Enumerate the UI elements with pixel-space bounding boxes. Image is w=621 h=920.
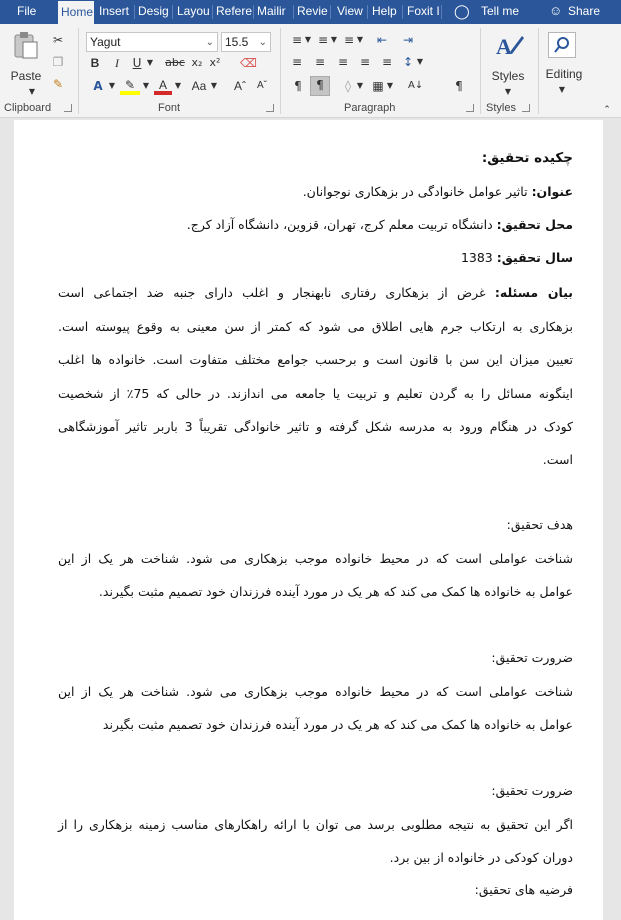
clear-formatting-icon[interactable]: ⌫ bbox=[240, 56, 257, 70]
find-magnifier-icon bbox=[549, 33, 575, 57]
tell-me-search[interactable]: Tell me bbox=[481, 4, 520, 18]
font-name-select[interactable] bbox=[86, 32, 218, 52]
numbering-dropdown-icon[interactable]: ▼ bbox=[330, 35, 338, 44]
styles-icon bbox=[490, 30, 526, 60]
show-marks-icon[interactable]: ¶ bbox=[455, 79, 463, 93]
abstract-heading: چکیده تحقیق: bbox=[481, 150, 573, 166]
ltr-icon[interactable]: ¶ bbox=[294, 79, 302, 93]
share-button[interactable]: Share bbox=[568, 4, 601, 18]
italic-button[interactable]: I bbox=[115, 56, 119, 70]
problem-line-2: بزهکاری به ارتکاب جرم هایی اطلاق می شود که کمتر از سن معینی به وقوع پیوسته است. bbox=[58, 319, 573, 334]
underline-dropdown-icon[interactable]: ▼ bbox=[146, 58, 154, 67]
year-label: سال تحقیق: bbox=[496, 250, 573, 265]
styles-launcher-icon[interactable] bbox=[522, 104, 530, 112]
title-label: عنوان: bbox=[531, 184, 573, 199]
tab-home[interactable]: Home bbox=[58, 1, 94, 24]
editing-label: Editing bbox=[545, 67, 583, 81]
font-size-value: 15.5 bbox=[225, 35, 249, 49]
increase-indent-icon[interactable]: ⇥ bbox=[402, 33, 414, 47]
tab-mailings[interactable]: Mailir bbox=[257, 4, 286, 18]
rtl-icon[interactable]: ¶ bbox=[310, 76, 330, 96]
strikethrough-button[interactable]: abc bbox=[165, 56, 185, 69]
share-person-icon[interactable]: ☺ bbox=[549, 3, 563, 18]
multilevel-dropdown-icon[interactable]: ▼ bbox=[356, 35, 364, 44]
chevron-down-icon: ⌄ bbox=[258, 37, 267, 48]
tab-view[interactable]: View bbox=[337, 4, 363, 18]
necessity-line-2: عوامل به خانواده ها کمک می کند که هر یک در مورد آینده فرزندان خود تصمیم مثبت بگیرند bbox=[102, 717, 573, 732]
styles-group-label: Styles bbox=[486, 102, 516, 114]
bullets-dropdown-icon[interactable]: ▼ bbox=[304, 35, 312, 44]
vertical-scrollbar[interactable] bbox=[603, 118, 621, 920]
text-effects-icon[interactable]: A bbox=[93, 79, 103, 93]
highlight-dropdown-icon[interactable]: ▼ bbox=[142, 81, 150, 90]
shrink-font-button[interactable]: Aˇ bbox=[257, 80, 267, 91]
shading-icon[interactable]: ◊ bbox=[345, 79, 351, 93]
change-case-button[interactable]: Aa bbox=[191, 79, 207, 93]
ribbon-tab-bar bbox=[0, 0, 621, 24]
tab-insert[interactable]: Insert bbox=[99, 4, 130, 18]
align-left-icon[interactable]: ≡ bbox=[291, 55, 303, 69]
numbering-icon[interactable]: ≡ bbox=[317, 33, 329, 47]
subscript-button[interactable]: x₂ bbox=[191, 56, 203, 69]
font-launcher-icon[interactable] bbox=[266, 104, 274, 112]
problem-line-3: تعیین میزان این سن با قانون است و برحسب جوامع مختلف متفاوت است. خانواده ها اغلب bbox=[58, 352, 573, 367]
place-value: دانشگاه تربیت معلم کرج، تهران، قزوین، دانشگاه آزاد کرج. bbox=[186, 217, 493, 232]
year-line bbox=[461, 250, 573, 265]
paragraph-launcher-icon[interactable] bbox=[466, 104, 474, 112]
problem-line-1 bbox=[58, 285, 573, 300]
problem-line-6: است. bbox=[542, 452, 573, 467]
necessity2-line-1: اگر این تحقیق به نتیجه مطلوبی برسد می توان با ارائه راهکارهای مناسب زمینه بزهکاری را از bbox=[58, 817, 573, 832]
tab-file[interactable]: File bbox=[17, 4, 37, 18]
year-value: 1383 bbox=[460, 250, 493, 265]
cut-icon[interactable]: ✂ bbox=[52, 33, 64, 47]
necessity-line-1: شناخت عواملی است که در محیط خانواده موجب بزهکاری می شود. شناخت هر یک از این bbox=[58, 684, 573, 699]
chevron-down-icon: ⌄ bbox=[205, 37, 214, 48]
text-effects-dropdown-icon[interactable]: ▼ bbox=[108, 81, 116, 90]
align-right-icon[interactable]: ≡ bbox=[337, 55, 349, 69]
font-color-icon: A bbox=[158, 78, 167, 92]
clipboard-group-label: Clipboard bbox=[4, 102, 52, 114]
title-line bbox=[303, 184, 573, 199]
paste-label: Paste bbox=[10, 69, 42, 83]
necessity2-line-2: دوران کودکی در خانواده از بین برد. bbox=[389, 850, 573, 865]
underline-button[interactable]: U bbox=[132, 56, 142, 70]
change-case-dropdown-icon[interactable]: ▼ bbox=[210, 81, 218, 90]
problem-label: بیان مسئله: bbox=[494, 285, 573, 300]
tab-design[interactable]: Desig bbox=[138, 4, 169, 18]
hypotheses-heading: فرضیه های تحقیق: bbox=[474, 882, 573, 897]
font-name-value: Yagut bbox=[90, 35, 121, 49]
line-spacing-dropdown-icon[interactable]: ▼ bbox=[416, 57, 424, 66]
paragraph-group-label: Paragraph bbox=[344, 102, 396, 114]
goal-line-2: عوامل به خانواده ها کمک می کند که هر یک در مورد آینده فرزندان خود تصمیم مثبت بگیرند. bbox=[98, 584, 573, 599]
styles-label: Styles bbox=[491, 69, 525, 83]
sort-icon[interactable]: A↓ bbox=[408, 80, 424, 91]
highlight-button[interactable] bbox=[120, 77, 140, 95]
font-color-button[interactable] bbox=[154, 77, 172, 95]
font-group-label: Font bbox=[158, 102, 181, 114]
align-center-icon[interactable]: ≡ bbox=[314, 55, 326, 69]
ribbon-home bbox=[0, 24, 621, 118]
shading-dropdown-icon[interactable]: ▼ bbox=[356, 81, 364, 90]
lightbulb-icon[interactable]: ◯ bbox=[454, 3, 470, 19]
goal-heading: هدف تحقیق: bbox=[506, 517, 573, 532]
tab-references[interactable]: Refere bbox=[216, 4, 253, 18]
necessity-heading: ضرورت تحقیق: bbox=[491, 650, 573, 665]
document-page[interactable] bbox=[14, 120, 603, 920]
bold-button[interactable]: B bbox=[90, 56, 100, 70]
paste-button[interactable] bbox=[10, 30, 40, 60]
tab-layout[interactable]: Layou bbox=[177, 4, 210, 18]
title-value: تاثیر عوامل خانوادگی در بزهکاری نوجوانان. bbox=[302, 184, 528, 199]
svg-text:A: A bbox=[496, 34, 512, 59]
editing-button[interactable] bbox=[548, 32, 576, 58]
place-line bbox=[187, 217, 573, 232]
clipboard-launcher-icon[interactable] bbox=[64, 104, 72, 112]
styles-button[interactable] bbox=[490, 30, 526, 60]
tab-review[interactable]: Revie bbox=[297, 4, 328, 18]
font-size-select[interactable] bbox=[221, 32, 271, 52]
justify-icon[interactable]: ≡ bbox=[359, 55, 371, 69]
tab-help[interactable]: Help bbox=[372, 4, 397, 18]
format-painter-icon[interactable]: ✎ bbox=[52, 77, 64, 91]
decrease-indent-icon[interactable]: ⇤ bbox=[376, 33, 388, 47]
styles-dropdown-icon[interactable]: ▼ bbox=[504, 87, 512, 96]
editing-dropdown-icon[interactable]: ▼ bbox=[558, 85, 566, 94]
paste-dropdown-icon[interactable]: ▼ bbox=[28, 87, 36, 96]
collapse-ribbon-icon[interactable]: ⌃ bbox=[603, 105, 611, 115]
borders-dropdown-icon[interactable]: ▼ bbox=[386, 81, 394, 90]
goal-line-1: شناخت عواملی است که در محیط خانواده موجب بزهکاری می شود. شناخت هر یک از این bbox=[58, 551, 573, 566]
multilevel-list-icon[interactable]: ≡ bbox=[343, 33, 355, 47]
necessity2-heading: ضرورت تحقیق: bbox=[491, 783, 573, 798]
problem-text: غرض از بزهکاری رفتاری نابهنجار و اغلب دارای جنبه ضد اجتماعی است bbox=[58, 285, 486, 300]
font-color-dropdown-icon[interactable]: ▼ bbox=[174, 81, 182, 90]
grow-font-button[interactable]: Aˆ bbox=[234, 79, 246, 93]
distribute-icon[interactable]: ≡ bbox=[381, 55, 393, 69]
borders-icon[interactable]: ▦ bbox=[372, 79, 384, 93]
problem-line-5: کودک در هنگام ورود به مدرسه شکل گرفته و تاثیر خانوادگی تقریباً 3 باربر تاثیر آموزشگاهی bbox=[58, 419, 573, 434]
tab-foxit[interactable]: Foxit I bbox=[407, 4, 440, 18]
bullets-icon[interactable]: ≡ bbox=[291, 33, 303, 47]
problem-line-4: اینگونه مسائل را به گردن تعلیم و تربیت یا جامعه می اندازند. در حالی که 75٪ از شخصیت bbox=[58, 386, 573, 401]
highlighter-icon: ✎ bbox=[124, 78, 136, 92]
place-label: محل تحقیق: bbox=[496, 217, 573, 232]
superscript-button[interactable]: x² bbox=[209, 56, 221, 69]
paste-icon bbox=[10, 30, 40, 60]
copy-icon[interactable]: ❐ bbox=[52, 55, 64, 69]
line-spacing-icon[interactable]: ↕ bbox=[402, 55, 414, 69]
